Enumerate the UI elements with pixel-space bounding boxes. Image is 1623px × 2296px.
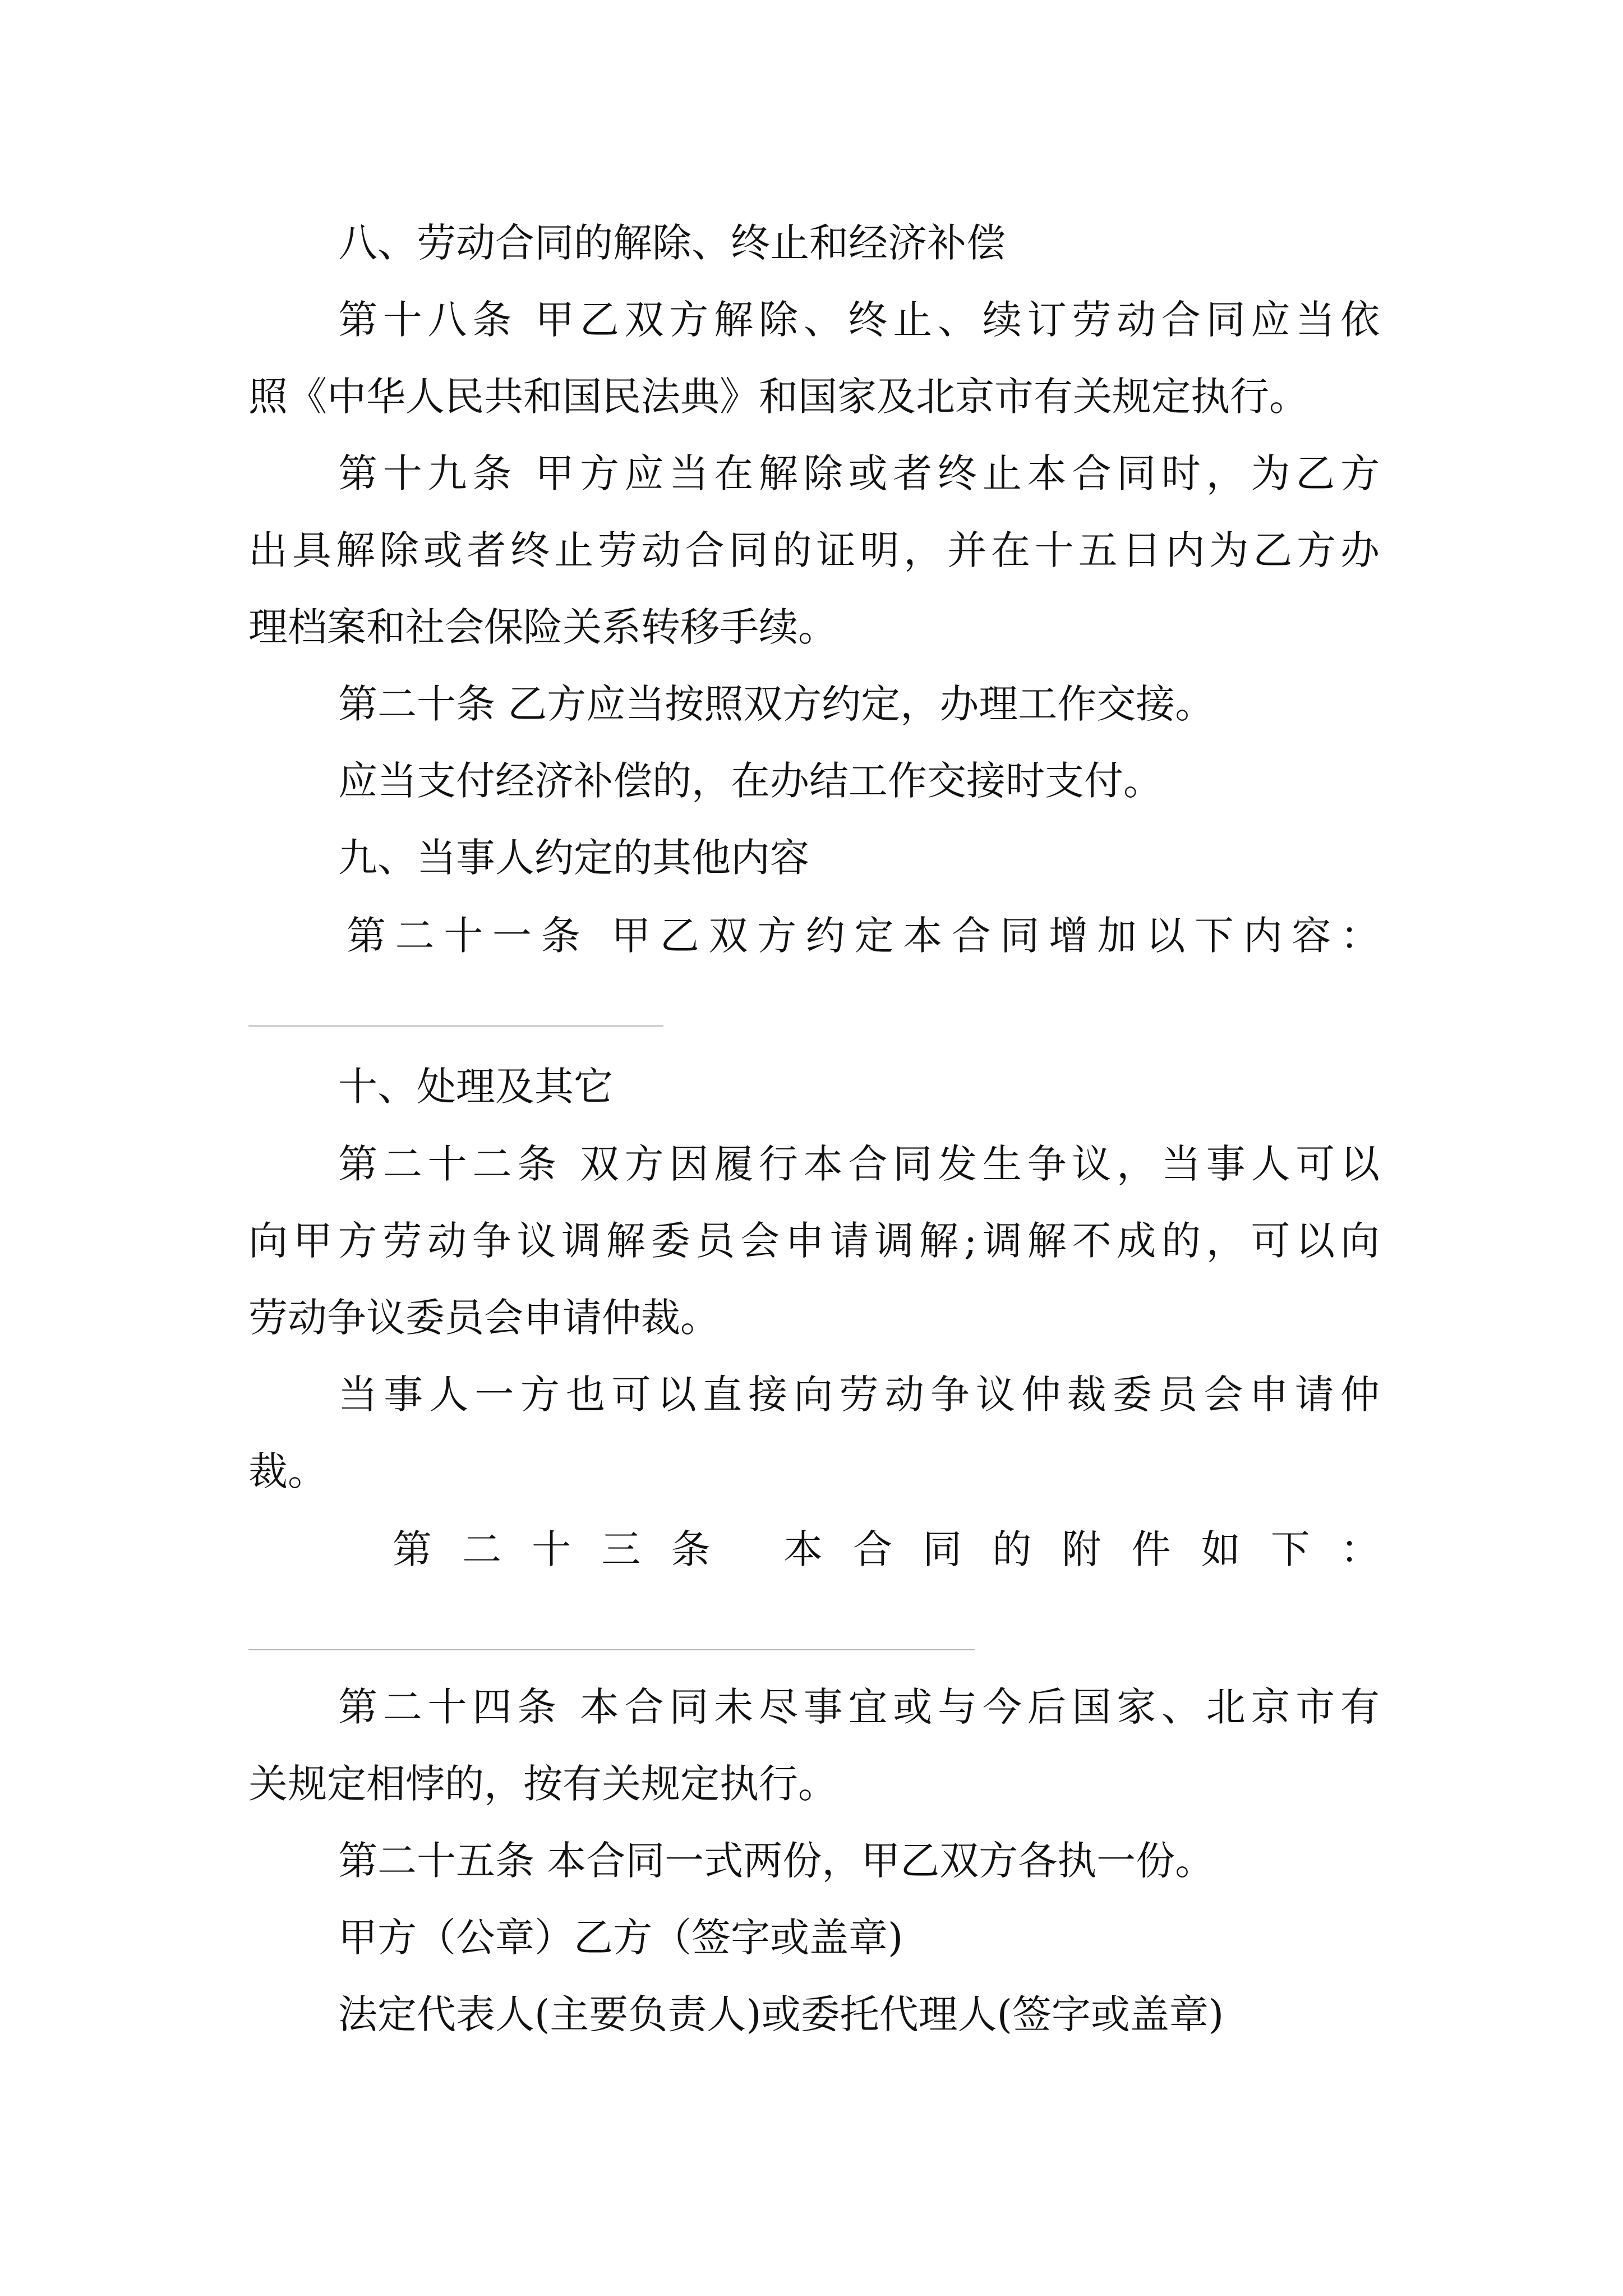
signature-parties-line: 甲方（公章）乙方（签字或盖章): [338, 1915, 903, 1961]
article-18-line-2: 照《中华人民共和国民法典》和国家及北京市有关规定执行。: [248, 374, 1308, 420]
article-22-line-2: 向甲方劳动争议调解委员会申请调解;调解不成的，可以向: [248, 1218, 1380, 1264]
article-19-line-1: 第十九条 甲方应当在解除或者终止本合同时，为乙方: [338, 450, 1380, 496]
article-22-para-2-line-1: 当事人一方也可以直接向劳动争议仲裁委员会申请仲: [338, 1372, 1380, 1418]
article-22-line-1: 第二十二条 双方因履行本合同发生争议，当事人可以: [338, 1141, 1380, 1187]
article-24-line-2: 关规定相悖的，按有关规定执行。: [248, 1761, 837, 1807]
article-22-line-3: 劳动争议委员会申请仲裁。: [248, 1295, 720, 1341]
article-19-line-2: 出具解除或者终止劳动合同的证明，并在十五日内为乙方办: [248, 527, 1380, 573]
section-9-heading: 九、当事人约定的其他内容: [338, 835, 809, 881]
blank-fill-line: [248, 1025, 663, 1027]
section-8-heading: 八、劳动合同的解除、终止和经济补偿: [338, 220, 1006, 266]
section-10-heading: 十、处理及其它: [338, 1064, 613, 1110]
article-20-line-1: 第二十条 乙方应当按照双方约定，办理工作交接。: [338, 681, 1215, 727]
article-25: 第二十五条 本合同一式两份，甲乙双方各执一份。: [338, 1838, 1215, 1884]
article-18-line-1: 第十八条 甲乙双方解除、终止、续订劳动合同应当依: [338, 297, 1380, 343]
article-21: 第二十一条 甲乙双方约定本合同增加以下内容：: [347, 913, 1380, 959]
article-23: 第二十三条 本合同的附件如下：: [393, 1526, 1380, 1572]
article-20-line-2: 应当支付经济补偿的，在办结工作交接时支付。: [338, 758, 1163, 804]
blank-fill-line: [248, 1649, 975, 1650]
signature-representative-line: 法定代表人(主要负责人)或委托代理人(签字或盖章): [338, 1991, 1224, 2037]
article-24-line-1: 第二十四条 本合同未尽事宜或与今后国家、北京市有: [338, 1684, 1380, 1730]
article-19-line-3: 理档案和社会保险关系转移手续。: [248, 604, 837, 650]
article-22-para-2-line-2: 裁。: [248, 1448, 327, 1494]
